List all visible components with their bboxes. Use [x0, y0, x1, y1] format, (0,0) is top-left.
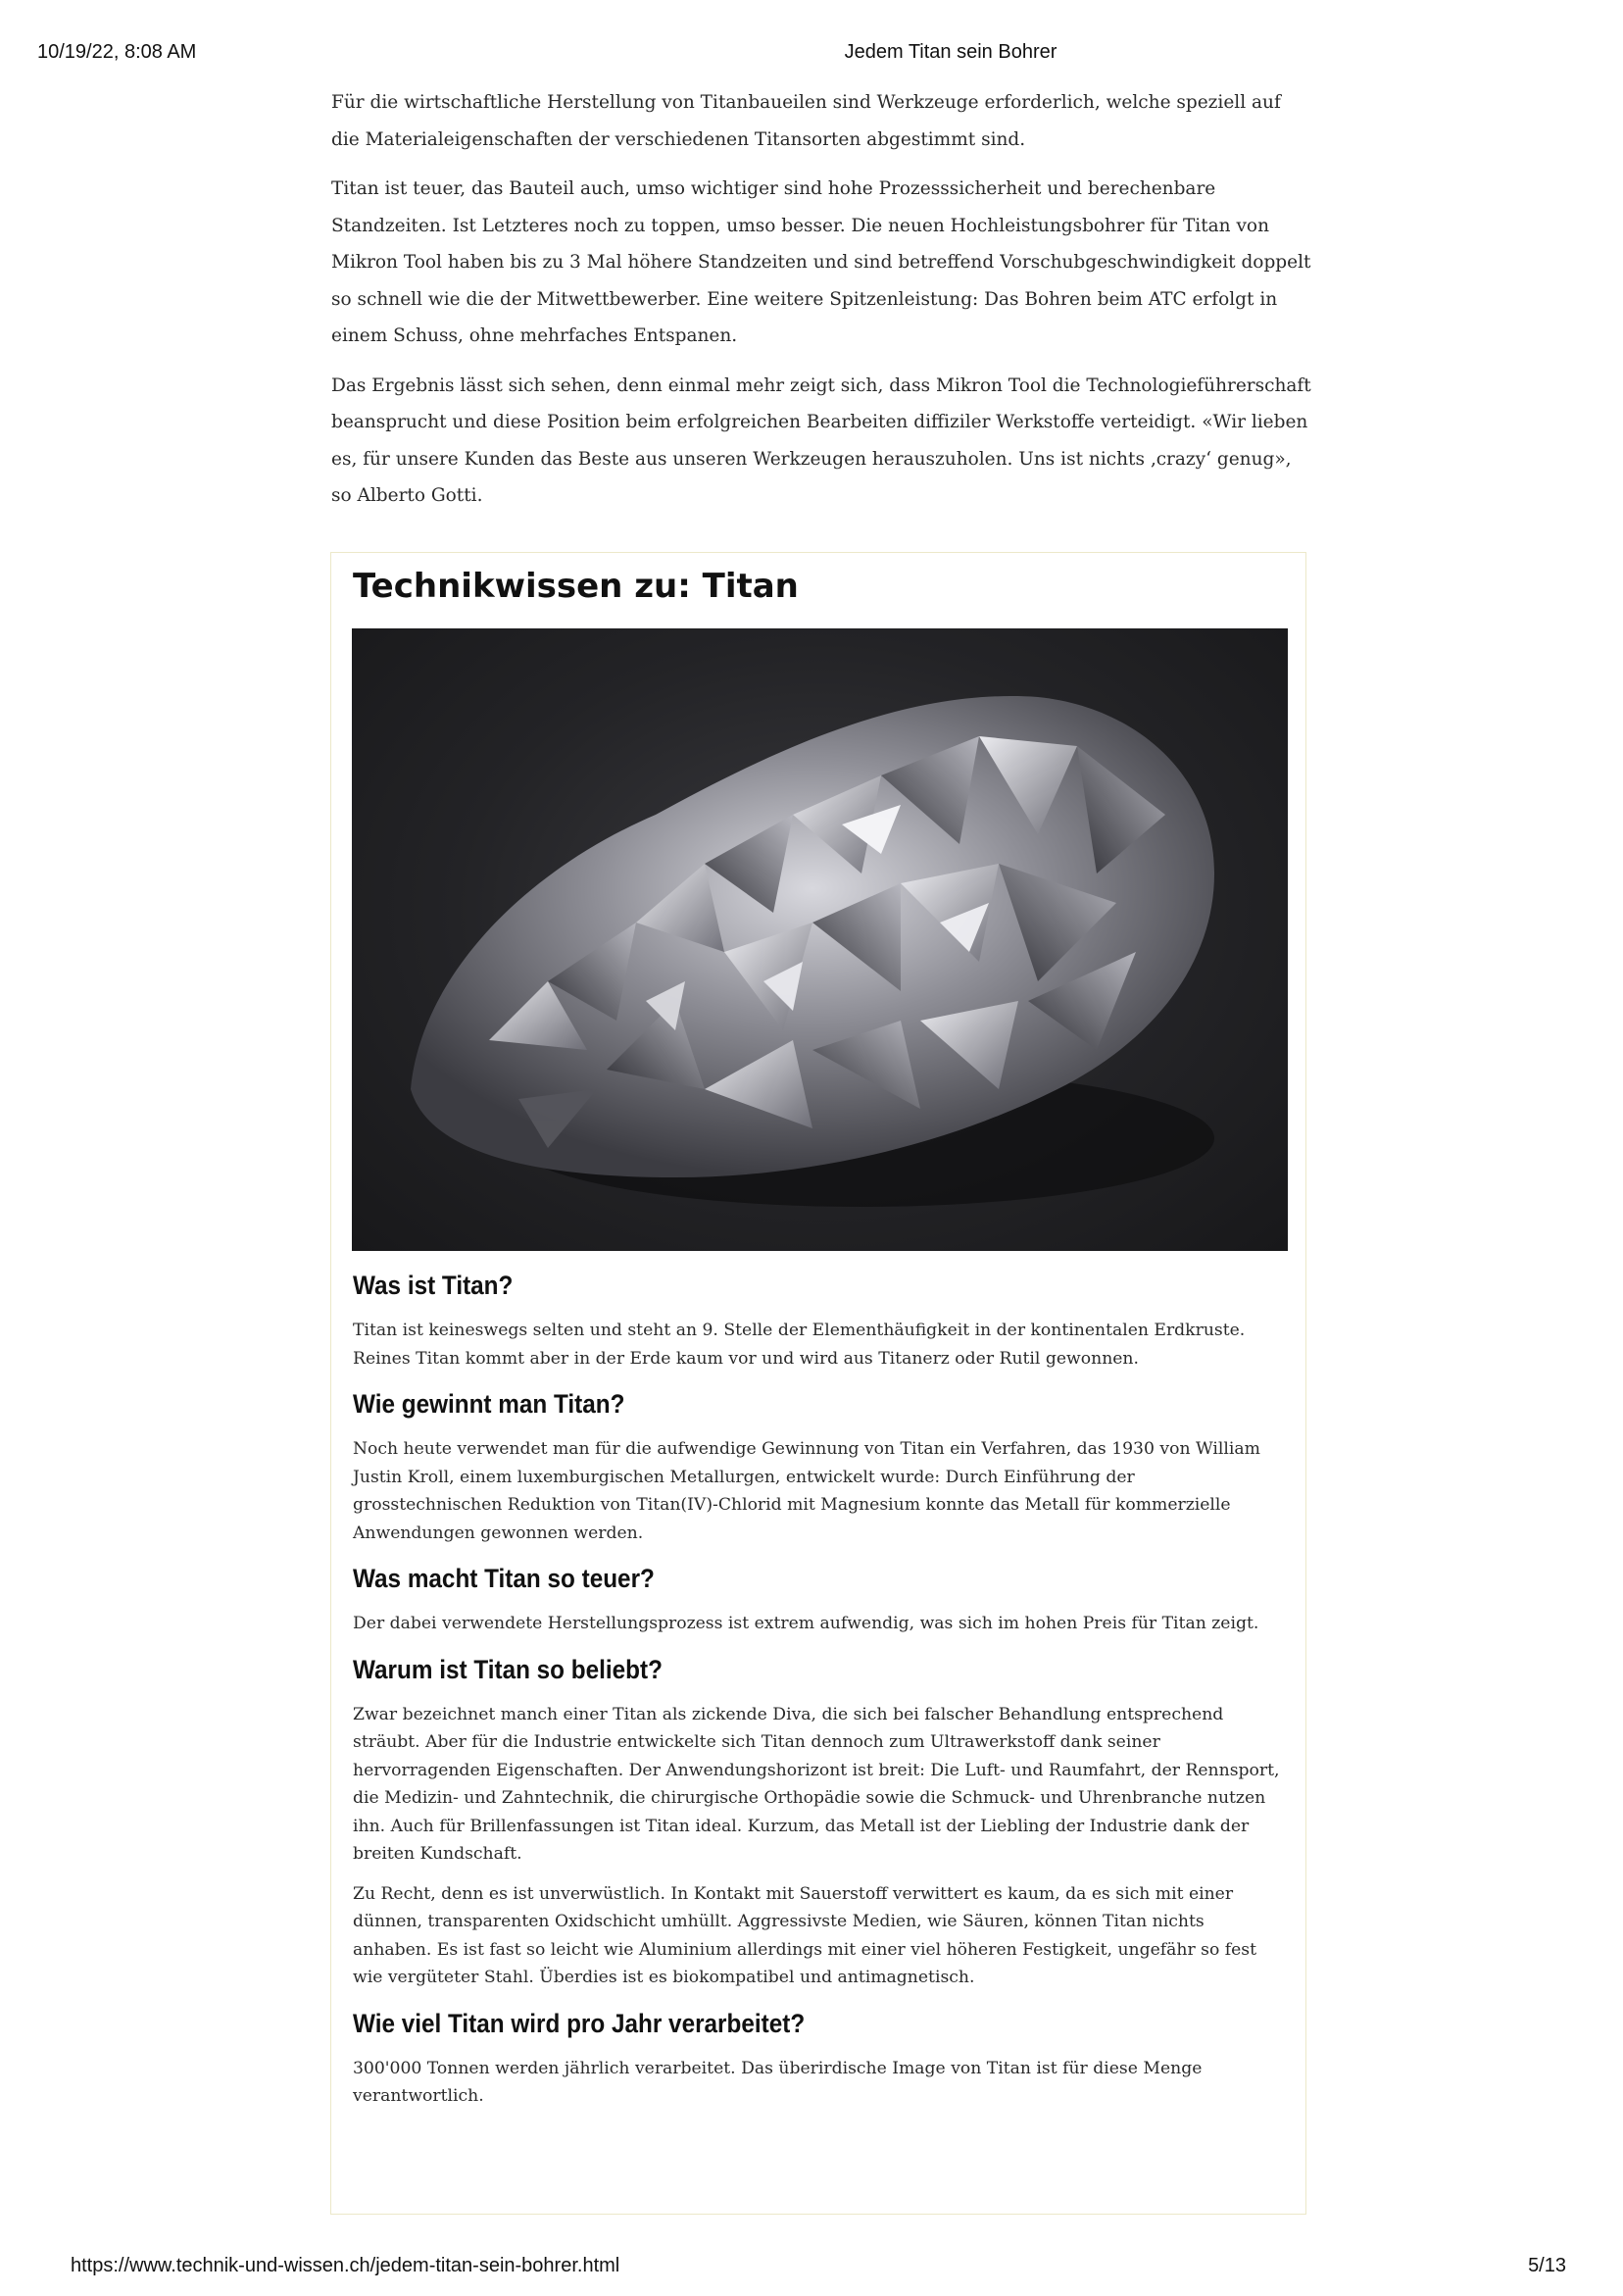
- article-paragraph: Für die wirtschaftliche Herstellung von Titanbaueilen sind Werkzeuge erforderlich, welche speziell auf die Materialeigenschaften der verschiedenen Titansorten abgestimmt sind.: [331, 92, 1281, 150]
- section-heading: Wie viel Titan wird pro Jahr verarbeitet?: [353, 2008, 806, 2038]
- print-page-number: 5/13: [1528, 2255, 1566, 2276]
- article-body: [331, 84, 1311, 527]
- article-paragraph: Das Ergebnis lässt sich sehen, denn einmal mehr zeigt sich, dass Mikron Tool die Technologieführerschaft beansprucht und diese Position beim erfolgreichen Bearbeiten diffiziler Werkstoffe verteidigt. «Wir lieben es, für unsere Kunden das Beste aus unseren Werkzeugen herauszuholen. Uns ist nichts ‚crazy‘ genug», so Alberto Gotti.: [331, 374, 1311, 506]
- section-paragraph: Noch heute verwendet man für die aufwendige Gewinnung von Titan ein Verfahren, das 1930 von William Justin Kroll, einem luxemburgischen Metallurgen, entwickelt wurde: Durch Einführung der grosstechnischen Reduktion von Titan(IV)-Chlorid mit Magnesium konnte das Metall für kommerzielle Anwendungen gewonnen werden.: [353, 1439, 1260, 1543]
- section-heading: Was macht Titan so teuer?: [353, 1564, 655, 1593]
- section-heading: Was ist Titan?: [353, 1271, 514, 1300]
- section-paragraph: Der dabei verwendete Herstellungsprozess ist extrem aufwendig, was sich im hohen Preis für Titan zeigt.: [353, 1614, 1259, 1633]
- section-paragraph: 300'000 Tonnen werden jährlich verarbeitet. Das überirdische Image von Titan ist für diese Menge verantwortlich.: [353, 2058, 1203, 2106]
- section-paragraph: Zu Recht, denn es ist unverwüstlich. In Kontakt mit Sauerstoff verwittert es kaum, da es sich mit einer dünnen, transparenten Oxidschicht umhüllt. Aggressivste Medien, wie Säuren, können Titan nichts anhaben. Es ist fast so leicht wie Aluminium allerdings mit einer viel höheren Festigkeit, ungefähr so fest wie vergüteter Stahl. Überdies ist es biokompatibel und antimagnetisch.: [353, 1883, 1257, 1987]
- section-paragraph: Titan ist keineswegs selten und steht an 9. Stelle der Elementhäufigkeit in der kontinentalen Erdkruste. Reines Titan kommt aber in der Erde kaum vor und wird aus Titanerz oder Rutil gewonnen.: [353, 1321, 1246, 1369]
- box-title: Technikwissen zu: Titan: [353, 567, 799, 606]
- technikwissen-box: [330, 552, 1306, 2215]
- titanium-crystal-illustration: [352, 628, 1288, 1251]
- print-page-title: Jedem Titan sein Bohrer: [844, 41, 1057, 63]
- box-content: [353, 1266, 1284, 2122]
- section-heading: Warum ist Titan so beliebt?: [353, 1654, 663, 1684]
- section-heading: Wie gewinnt man Titan?: [353, 1389, 625, 1419]
- titanium-crystal-photo: [352, 628, 1288, 1251]
- print-datetime: 10/19/22, 8:08 AM: [37, 41, 197, 63]
- print-page-url: https://www.technik-und-wissen.ch/jedem-titan-sein-bohrer.html: [71, 2255, 620, 2276]
- section-paragraph: Zwar bezeichnet manch einer Titan als zickende Diva, die sich bei falscher Behandlung entsprechend sträubt. Aber für die Industrie entwickelte sich Titan dennoch zum Ultrawerkstoff dank seiner hervorragenden Eigenschaften. Der Anwendungshorizont ist breit: Die Luft- und Raumfahrt, der Rennsport, die Medizin- und Zahntechnik, die chirurgische Orthopädie sowie die Schmuck- und Uhrenbranche nutzen ihn. Auch für Brillenfassungen ist Titan ideal. Kurzum, das Metall ist der Liebling der Industrie dank der breiten Kundschaft.: [353, 1704, 1280, 1864]
- article-paragraph: Titan ist teuer, das Bauteil auch, umso wichtiger sind hohe Prozesssicherheit und berechenbare Standzeiten. Ist Letzteres noch zu toppen, umso besser. Die neuen Hochleistungsbohrer für Titan von Mikron Tool haben bis zu 3 Mal höhere Standzeiten und sind betreffend Vorschubgeschwindigkeit doppelt so schnell wie die der Mitwettbewerber. Eine weitere Spitzenleistung: Das Bohren beim ATC erfolgt in einem Schuss, ohne mehrfaches Entspanen.: [331, 178, 1311, 346]
